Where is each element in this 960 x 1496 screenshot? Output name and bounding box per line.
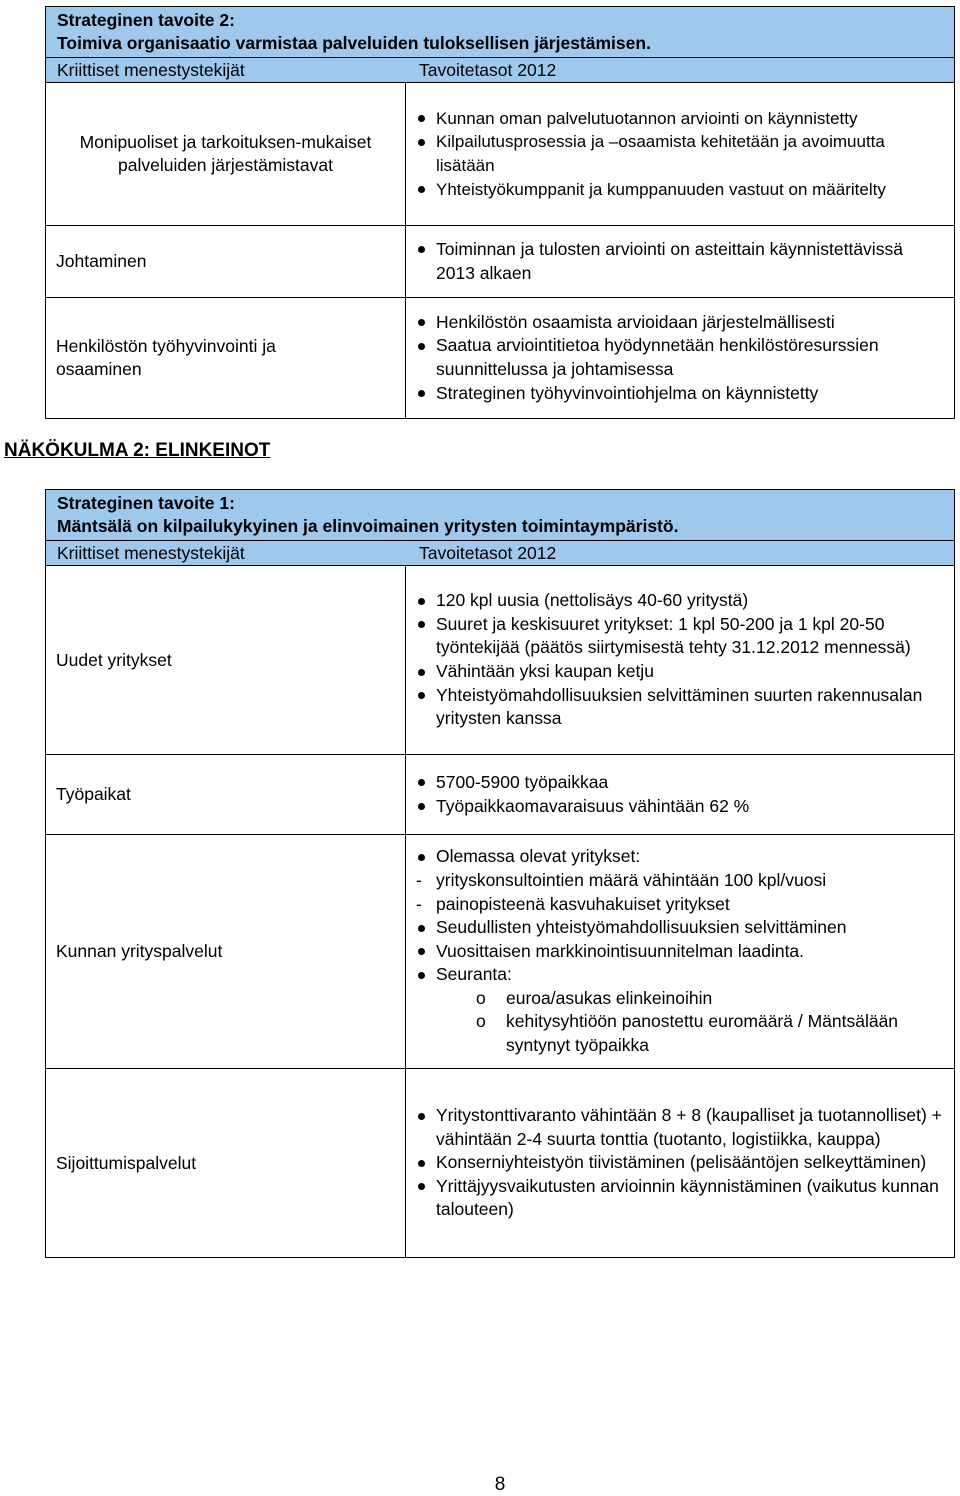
- table-row: [46, 755, 954, 835]
- list-item: Vuosittaisen markkinointisuunnitelman laadinta.: [416, 940, 946, 964]
- factor-cell: Uudet yritykset: [46, 566, 406, 754]
- list-item: Konserniyhteistyön tiivistäminen (pelisääntöjen selkeyttäminen): [416, 1151, 946, 1175]
- table-row: [46, 226, 954, 298]
- section-title: NÄKÖKULMA 2: ELINKEINOT: [4, 440, 271, 461]
- column-header-targets: Tavoitetasot 2012: [419, 60, 557, 80]
- list-item: - yrityskonsultointien määrä vähintään 100 kpl/vuosi: [416, 869, 946, 893]
- list-item: Henkilöstön osaamista arvioidaan järjestelmällisesti: [416, 311, 946, 335]
- list-item: Seudullisten yhteistyömahdollisuuksien selvittäminen: [416, 916, 946, 940]
- list-item: Saatua arviointitietoa hyödynnetään henkilöstöresurssien suunnittelussa ja johtamisessa: [416, 334, 946, 381]
- targets-cell: [406, 83, 954, 225]
- list-item: o kehitysyhtiöön panostettu euromäärä / Mäntsälään syntynyt työpaikka: [476, 1010, 946, 1057]
- factor-cell: Työpaikat: [46, 755, 406, 834]
- factor-cell: Sijoittumispalvelut: [46, 1069, 406, 1257]
- list-item: - painopisteenä kasvuhakuiset yritykset: [416, 893, 946, 917]
- targets-cell: [406, 566, 954, 754]
- column-header-row: [46, 58, 954, 83]
- table-row: [46, 835, 954, 1069]
- list-item: 120 kpl uusia (nettolisäys 40-60 yritystä): [416, 589, 946, 613]
- targets-cell: [406, 835, 954, 1068]
- list-item: Yhteistyökumppanit ja kumppanuuden vastuut on määritelty: [416, 178, 946, 202]
- strategy-goal-1-table: [45, 489, 955, 1258]
- factor-cell: Johtaminen: [46, 226, 406, 297]
- column-header-factors: Kriittiset menestystekijät: [57, 60, 245, 80]
- column-header-factors: Kriittiset menestystekijät: [57, 543, 245, 563]
- table-header: [46, 7, 954, 58]
- strategy-goal-2-table: [45, 6, 955, 419]
- column-header-targets: Tavoitetasot 2012: [419, 543, 557, 563]
- factor-cell: Henkilöstön työhyvinvointi ja osaaminen: [46, 298, 406, 418]
- table-header: [46, 490, 954, 541]
- list-item: Kilpailutusprosessia ja –osaamista kehitetään ja avoimuutta lisätään: [416, 130, 946, 177]
- list-item: Strateginen työhyvinvointiohjelma on käynnistetty: [416, 382, 946, 406]
- factor-cell: Kunnan yrityspalvelut: [46, 835, 406, 1068]
- list-item: Yhteistyömahdollisuuksien selvittäminen suurten rakennusalan yritysten kanssa: [416, 684, 946, 731]
- page-number: 8: [494, 1474, 506, 1495]
- factor-cell: Monipuoliset ja tarkoituksen-mukaiset palveluiden järjestämistavat: [46, 83, 406, 225]
- list-item: Olemassa olevat yritykset:: [416, 845, 946, 869]
- table-row: [46, 566, 954, 755]
- list-item: Seuranta:: [416, 963, 946, 987]
- goal-text: Mäntsälä on kilpailukykyinen ja elinvoimainen yritysten toimintaympäristö.: [57, 516, 679, 536]
- list-item: Vähintään yksi kaupan ketju: [416, 660, 946, 684]
- targets-cell: [406, 298, 954, 418]
- list-item: Kunnan oman palvelutuotannon arviointi on käynnistetty: [416, 107, 946, 131]
- targets-cell: [406, 755, 954, 834]
- targets-cell: [406, 1069, 954, 1257]
- list-item: Suuret ja keskisuuret yritykset: 1 kpl 50-200 ja 1 kpl 20-50 työntekijää (päätös siirtymisestä tehty 31.12.2012 mennessä): [416, 613, 946, 660]
- column-header-row: [46, 541, 954, 566]
- list-item: Yritystonttivaranto vähintään 8 + 8 (kaupalliset ja tuotannolliset) + vähintään 2-4 suurta tonttia (tuotanto, logistiikka, kauppa): [416, 1104, 946, 1151]
- list-item: Työpaikkaomavaraisuus vähintään 62 %: [416, 795, 946, 819]
- table-row: [46, 298, 954, 418]
- goal-label: Strateginen tavoite 1:: [57, 493, 235, 513]
- list-item: o euroa/asukas elinkeinoihin: [476, 987, 946, 1011]
- goal-label: Strateginen tavoite 2:: [57, 10, 235, 30]
- list-item: Yrittäjyysvaikutusten arvioinnin käynnistäminen (vaikutus kunnan talouteen): [416, 1175, 946, 1222]
- list-item: 5700-5900 työpaikkaa: [416, 771, 946, 795]
- targets-cell: [406, 226, 954, 297]
- table-row: [46, 1069, 954, 1257]
- table-row: [46, 83, 954, 226]
- goal-text: Toimiva organisaatio varmistaa palveluiden tuloksellisen järjestämisen.: [57, 33, 651, 53]
- list-item: Toiminnan ja tulosten arviointi on asteittain käynnistettävissä 2013 alkaen: [416, 238, 946, 285]
